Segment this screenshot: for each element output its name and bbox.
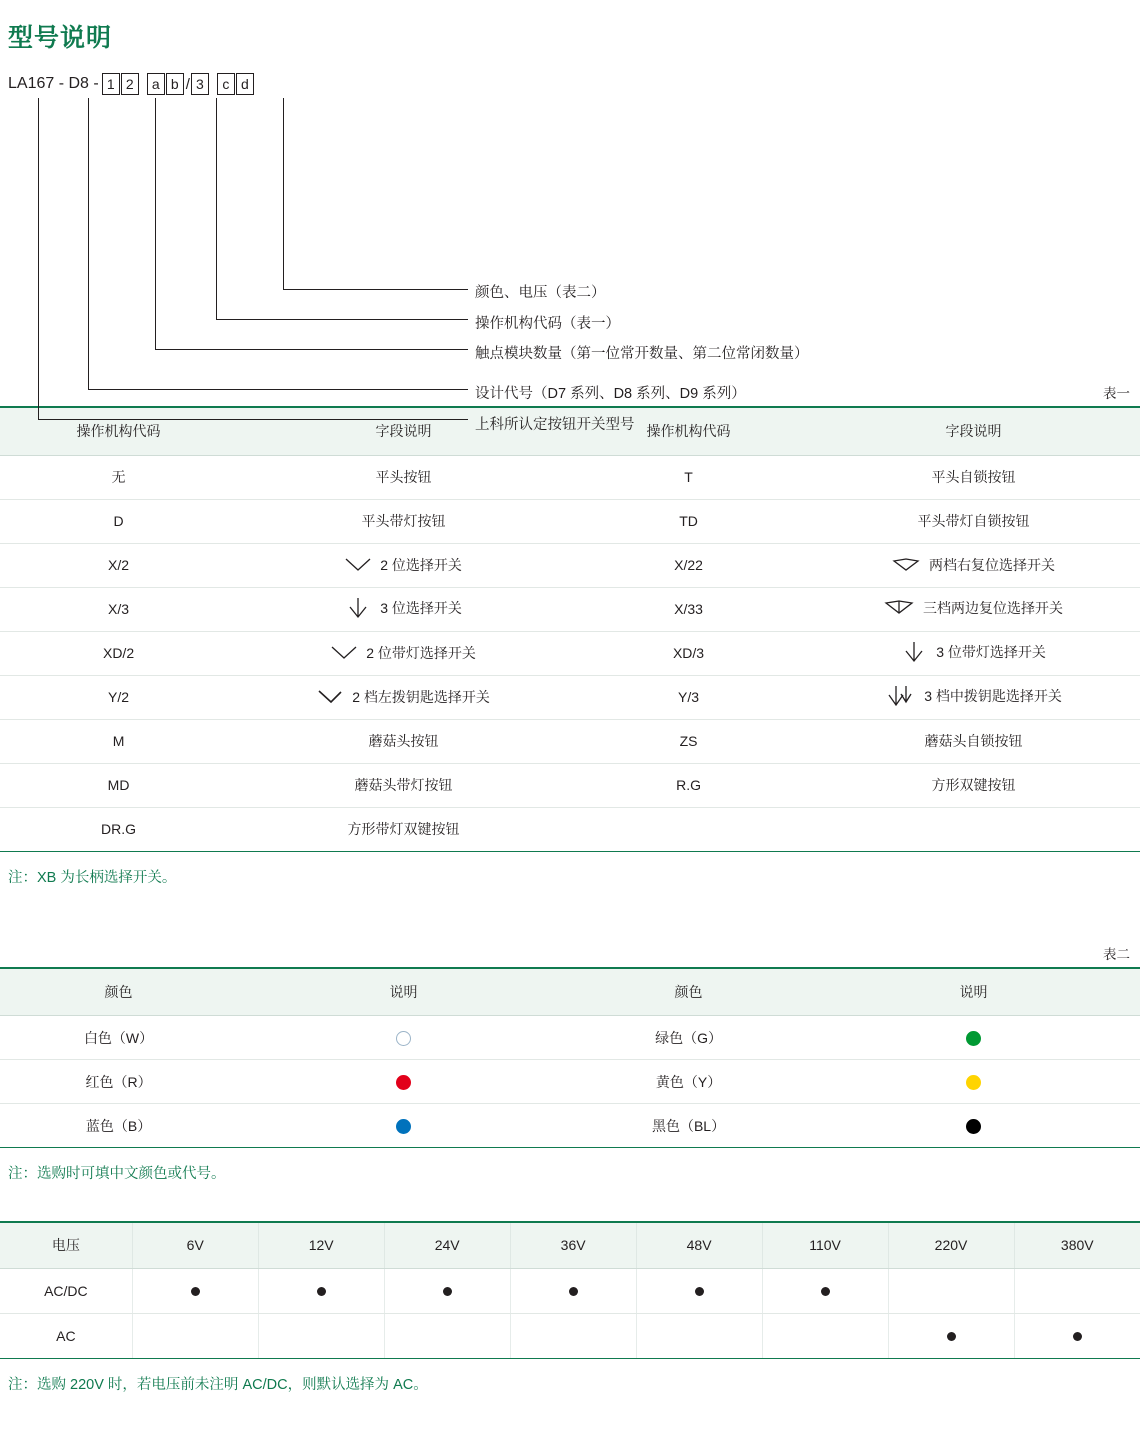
table-row bbox=[0, 763, 1140, 807]
v-down-icon bbox=[331, 646, 357, 660]
code-box-1: 1 bbox=[102, 73, 120, 95]
table2-header-desc-1: 说明 bbox=[237, 968, 570, 1016]
bullet-icon bbox=[569, 1287, 578, 1296]
v-left-icon bbox=[317, 689, 343, 705]
cell-color-name: 蓝色（B） bbox=[0, 1104, 237, 1148]
cell-code: M bbox=[0, 719, 237, 763]
voltage-mark-cell bbox=[636, 1313, 762, 1358]
cell-desc bbox=[237, 675, 570, 719]
cell-code: X/33 bbox=[570, 587, 807, 631]
cell-desc bbox=[237, 631, 570, 675]
color-dot-white-icon bbox=[396, 1031, 411, 1046]
callout-design-code: 设计代号（D7 系列、D8 系列、D9 系列） bbox=[475, 386, 746, 402]
cell-desc-text: 3 位选择开关 bbox=[380, 599, 462, 616]
cell-desc-text: 平头自锁按钮 bbox=[931, 469, 1016, 485]
cell-code: X/2 bbox=[0, 543, 237, 587]
cell-color-name: 白色（W） bbox=[0, 1016, 237, 1060]
voltage-mark-cell bbox=[132, 1268, 258, 1313]
cell-desc-text: 2 位选择开关 bbox=[380, 557, 462, 573]
table2-header-row bbox=[0, 968, 1140, 1016]
bullet-icon bbox=[821, 1287, 830, 1296]
voltage-header-220v: 220V bbox=[888, 1222, 1014, 1268]
code-box-d: d bbox=[236, 73, 254, 95]
voltage-mark-cell bbox=[762, 1268, 888, 1313]
table1-header-code-1: 操作机构代码 bbox=[0, 407, 237, 455]
voltage-header-380v: 380V bbox=[1014, 1222, 1140, 1268]
bullet-icon bbox=[695, 1287, 704, 1296]
cell-desc bbox=[807, 631, 1140, 675]
cell-desc: 蘑菇头带灯按钮 bbox=[237, 763, 570, 807]
model-code-boxes bbox=[102, 73, 255, 95]
cell-code: Y/2 bbox=[0, 675, 237, 719]
table2-note: 注：选购时可填中文颜色或代号。 bbox=[8, 1166, 226, 1182]
table-row bbox=[0, 587, 1140, 631]
voltage-header-48v: 48V bbox=[636, 1222, 762, 1268]
cell-color-swatch bbox=[807, 1104, 1140, 1148]
cell-code: X/3 bbox=[0, 587, 237, 631]
callout-contact-modules: 触点模块数量（第一位常开数量、第二位常闭数量） bbox=[475, 346, 809, 362]
cell-desc-text: 3 位带灯选择开关 bbox=[936, 643, 1046, 660]
voltage-row-label: AC bbox=[0, 1313, 132, 1358]
cell-desc bbox=[807, 807, 1140, 851]
table1-header-code-2: 操作机构代码 bbox=[570, 407, 807, 455]
cell-desc-text: 三档两边复位选择开关 bbox=[923, 600, 1064, 616]
voltage-row-label: AC/DC bbox=[0, 1268, 132, 1313]
cell-code: Y/3 bbox=[570, 675, 807, 719]
table-row bbox=[0, 631, 1140, 675]
cell-color-swatch bbox=[807, 1060, 1140, 1104]
voltage-mark-cell bbox=[888, 1313, 1014, 1358]
diamond-icon bbox=[892, 557, 920, 573]
cell-desc bbox=[237, 499, 570, 543]
code-box-2: 2 bbox=[121, 73, 139, 95]
cell-desc bbox=[807, 675, 1140, 719]
table-row bbox=[0, 1016, 1140, 1060]
voltage-mark-cell bbox=[384, 1313, 510, 1358]
voltage-header-24v: 24V bbox=[384, 1222, 510, 1268]
cell-color-swatch bbox=[237, 1060, 570, 1104]
table-row bbox=[0, 675, 1140, 719]
table-row bbox=[0, 1060, 1140, 1104]
cell-code: XD/3 bbox=[570, 631, 807, 675]
cell-desc: 方形带灯双键按钮 bbox=[237, 807, 570, 851]
arrow-down-icon bbox=[345, 597, 371, 619]
cell-color-name: 红色（R） bbox=[0, 1060, 237, 1104]
arrow-double-icon bbox=[885, 685, 915, 707]
cell-color-name: 黑色（BL） bbox=[570, 1104, 807, 1148]
voltage-header-110v: 110V bbox=[762, 1222, 888, 1268]
cell-desc bbox=[807, 499, 1140, 543]
table-row bbox=[0, 807, 1140, 851]
bullet-icon bbox=[1073, 1332, 1082, 1341]
cell-code: 无 bbox=[0, 455, 237, 499]
callout-model: 上科所认定按钮开关型号 bbox=[475, 417, 635, 433]
table2-header-color-2: 颜色 bbox=[570, 968, 807, 1016]
callout-mechanism: 操作机构代码（表一） bbox=[475, 316, 620, 332]
cell-desc bbox=[807, 455, 1140, 499]
color-table bbox=[0, 967, 1140, 1149]
table2-caption: 表二 bbox=[1103, 946, 1130, 962]
voltage-header-row bbox=[0, 1222, 1140, 1268]
cell-desc bbox=[807, 543, 1140, 587]
cell-code: D bbox=[0, 499, 237, 543]
cell-desc-text: 2 档左拨钥匙选择开关 bbox=[352, 688, 490, 705]
table1-note: 注：XB 为长柄选择开关。 bbox=[8, 869, 177, 886]
voltage-header-label: 电压 bbox=[0, 1222, 132, 1268]
model-code-prefix: LA167 - D8 - bbox=[8, 75, 99, 92]
voltage-mark-cell bbox=[132, 1313, 258, 1358]
voltage-mark-cell bbox=[510, 1268, 636, 1313]
cell-desc-text: 2 位带灯选择开关 bbox=[366, 645, 476, 661]
cell-desc: 蘑菇头按钮 bbox=[237, 719, 570, 763]
cell-desc-text: 两档右复位选择开关 bbox=[929, 556, 1056, 573]
table-row bbox=[0, 499, 1140, 543]
cell-code: TD bbox=[570, 499, 807, 543]
table2-header-color-1: 颜色 bbox=[0, 968, 237, 1016]
color-dot-black-icon bbox=[966, 1119, 981, 1134]
cell-code bbox=[570, 807, 807, 851]
color-dot-yellow-icon bbox=[966, 1075, 981, 1090]
cell-color-name: 绿色（G） bbox=[570, 1016, 807, 1060]
voltage-header-6v: 6V bbox=[132, 1222, 258, 1268]
cell-color-swatch bbox=[237, 1016, 570, 1060]
table-row bbox=[0, 1268, 1140, 1313]
voltage-mark-cell bbox=[384, 1268, 510, 1313]
bullet-icon bbox=[947, 1332, 956, 1341]
table-row bbox=[0, 455, 1140, 499]
cell-desc: 方形双键按钮 bbox=[807, 763, 1140, 807]
leader-line-model bbox=[38, 98, 468, 420]
code-box-b: b bbox=[166, 73, 184, 95]
voltage-table bbox=[0, 1221, 1140, 1359]
cell-code: XD/2 bbox=[0, 631, 237, 675]
color-dot-blue-icon bbox=[396, 1119, 411, 1134]
table-row bbox=[0, 719, 1140, 763]
mechanism-code-table bbox=[0, 406, 1140, 852]
table2-header-desc-2: 说明 bbox=[807, 968, 1140, 1016]
voltage-mark-cell bbox=[762, 1313, 888, 1358]
cell-color-swatch bbox=[807, 1016, 1140, 1060]
voltage-mark-cell bbox=[510, 1313, 636, 1358]
code-box-3: 3 bbox=[191, 73, 209, 95]
code-box-c: c bbox=[217, 73, 235, 95]
cell-code: R.G bbox=[570, 763, 807, 807]
diamond-arrow-icon bbox=[884, 599, 914, 617]
color-dot-green-icon bbox=[966, 1031, 981, 1046]
cell-desc-text: 平头带灯自锁按钮 bbox=[917, 513, 1030, 529]
v-down-icon bbox=[345, 558, 371, 572]
voltage-mark-cell bbox=[1014, 1268, 1140, 1313]
cell-code: DR.G bbox=[0, 807, 237, 851]
arrow-down-icon bbox=[901, 641, 927, 663]
voltage-header-12v: 12V bbox=[258, 1222, 384, 1268]
bullet-icon bbox=[443, 1287, 452, 1296]
voltage-mark-cell bbox=[258, 1313, 384, 1358]
code-box-a: a bbox=[147, 73, 165, 95]
table-row bbox=[0, 543, 1140, 587]
cell-desc-text: 平头按钮 bbox=[375, 469, 432, 485]
cell-color-name: 黄色（Y） bbox=[570, 1060, 807, 1104]
callout-color-voltage: 颜色、电压（表二） bbox=[475, 285, 606, 301]
cell-desc bbox=[237, 587, 570, 631]
page-title: 型号说明 bbox=[8, 24, 113, 52]
cell-desc bbox=[237, 455, 570, 499]
voltage-mark-cell bbox=[258, 1268, 384, 1313]
table-row bbox=[0, 1104, 1140, 1148]
voltage-mark-cell bbox=[888, 1268, 1014, 1313]
cell-code: ZS bbox=[570, 719, 807, 763]
cell-code: MD bbox=[0, 763, 237, 807]
code-slash: / bbox=[185, 75, 190, 93]
color-dot-red-icon bbox=[396, 1075, 411, 1090]
cell-desc-text: 平头带灯按钮 bbox=[361, 513, 446, 529]
voltage-mark-cell bbox=[636, 1268, 762, 1313]
bullet-icon bbox=[191, 1287, 200, 1296]
cell-code: T bbox=[570, 455, 807, 499]
cell-code: X/22 bbox=[570, 543, 807, 587]
table3-note: 注：选购 220V 时，若电压前未注明 AC/DC，则默认选择为 AC。 bbox=[8, 1376, 428, 1393]
cell-desc-text: 3 档中拨钥匙选择开关 bbox=[924, 687, 1062, 704]
voltage-mark-cell bbox=[1014, 1313, 1140, 1358]
cell-desc: 蘑菇头自锁按钮 bbox=[807, 719, 1140, 763]
bullet-icon bbox=[317, 1287, 326, 1296]
table1-caption: 表一 bbox=[1103, 386, 1130, 401]
model-code-line bbox=[8, 72, 1140, 96]
voltage-header-36v: 36V bbox=[510, 1222, 636, 1268]
cell-desc bbox=[807, 587, 1140, 631]
table-row bbox=[0, 1313, 1140, 1358]
table1-header-desc-2: 字段说明 bbox=[807, 407, 1140, 455]
cell-desc bbox=[237, 543, 570, 587]
table1-header-desc-1: 字段说明 bbox=[237, 407, 570, 455]
cell-color-swatch bbox=[237, 1104, 570, 1148]
